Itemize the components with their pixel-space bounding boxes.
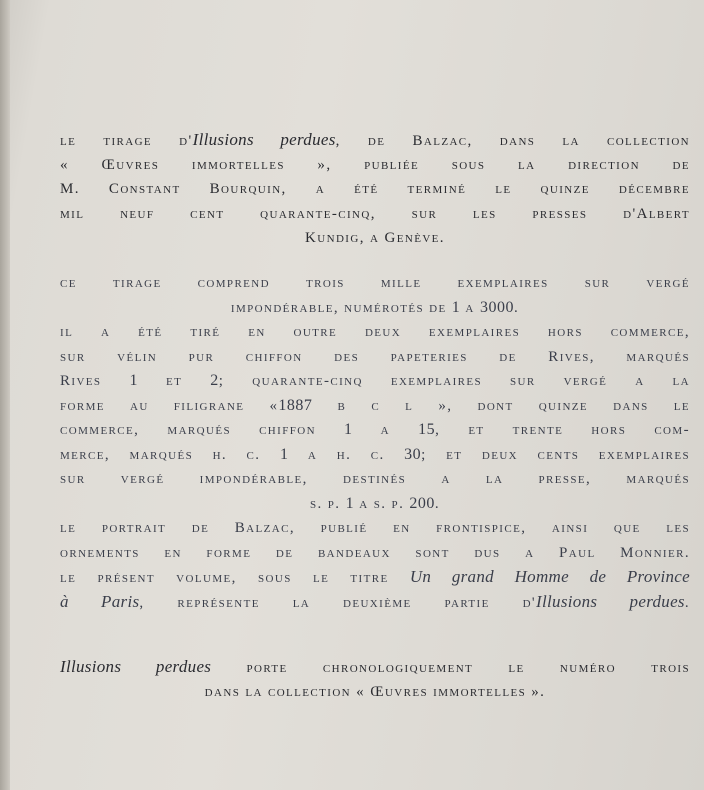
text-line: dans la collection « Œuvres immortelles ». [204, 683, 546, 700]
text-line: « Œuvres immortelles », publiée sous la direction de [60, 156, 690, 173]
title-italic: Illusions perdues [60, 657, 212, 676]
text-line: forme au filigrane «1887 b c l », dont quinze dans le [60, 396, 691, 414]
text-line: ce tirage comprend trois mille exemplaires sur vergé [60, 275, 690, 291]
title-italic: Illusions perdues [536, 591, 685, 611]
text-line: commerce, marqués chiffon 1 a 15, et trente hors com- [60, 421, 690, 438]
colophon-paragraph-2 [60, 271, 690, 614]
text-line: le tirage d'Illusions perdues, de Balzac, dans la collection [60, 130, 691, 149]
text-line: s. p. 1 a s. p. 200. [309, 494, 441, 512]
text-line: sur vergé impondérable, destinés a la presse, marqués [60, 471, 690, 487]
text-line: impondérable, numérotés de 1 a 3000. [230, 298, 520, 316]
text-line: Rives 1 et 2; quarante-cinq exemplaires sur vergé a la [60, 372, 691, 389]
text-line: il a été tiré en outre deux exemplaires hors commerce, [60, 324, 690, 340]
text-line: M. Constant Bourquin, a été terminé le quinze décembre [60, 181, 690, 197]
text-line: merce, marqués h. c. 1 a h. c. 30; et deux cents exemplaires [60, 445, 690, 463]
place-italic: à Paris [60, 591, 140, 611]
text-line: mil neuf cent quarante-cinq, sur les presses d'Albert [60, 205, 690, 222]
page-edge-shadow [0, 0, 10, 790]
text-line: sur vélin pur chiffon des papeteries de Rives, marqués [60, 348, 690, 365]
title-italic: Un grand Homme de Province [409, 567, 690, 586]
text-line: Illusions perdues porte chronologiquement le numéro trois [60, 657, 690, 676]
text-line: Kundig, a Genève. [305, 230, 445, 246]
text-line: ornements en forme de bandeaux sont dus a Paul Monnier. [60, 544, 690, 561]
text-line: le portrait de Balzac, publié en frontispice, ainsi que les [60, 520, 690, 536]
colophon-paragraph-1 [60, 128, 690, 251]
text-line: à Paris, représente la deuxième partie d'Illusions perdues. [60, 591, 690, 611]
text-line: le présent volume, sous le titre Un grand Homme de Province [60, 567, 690, 586]
colophon-paragraph-3 [60, 655, 690, 704]
title-italic: Illusions perdues [192, 130, 336, 149]
